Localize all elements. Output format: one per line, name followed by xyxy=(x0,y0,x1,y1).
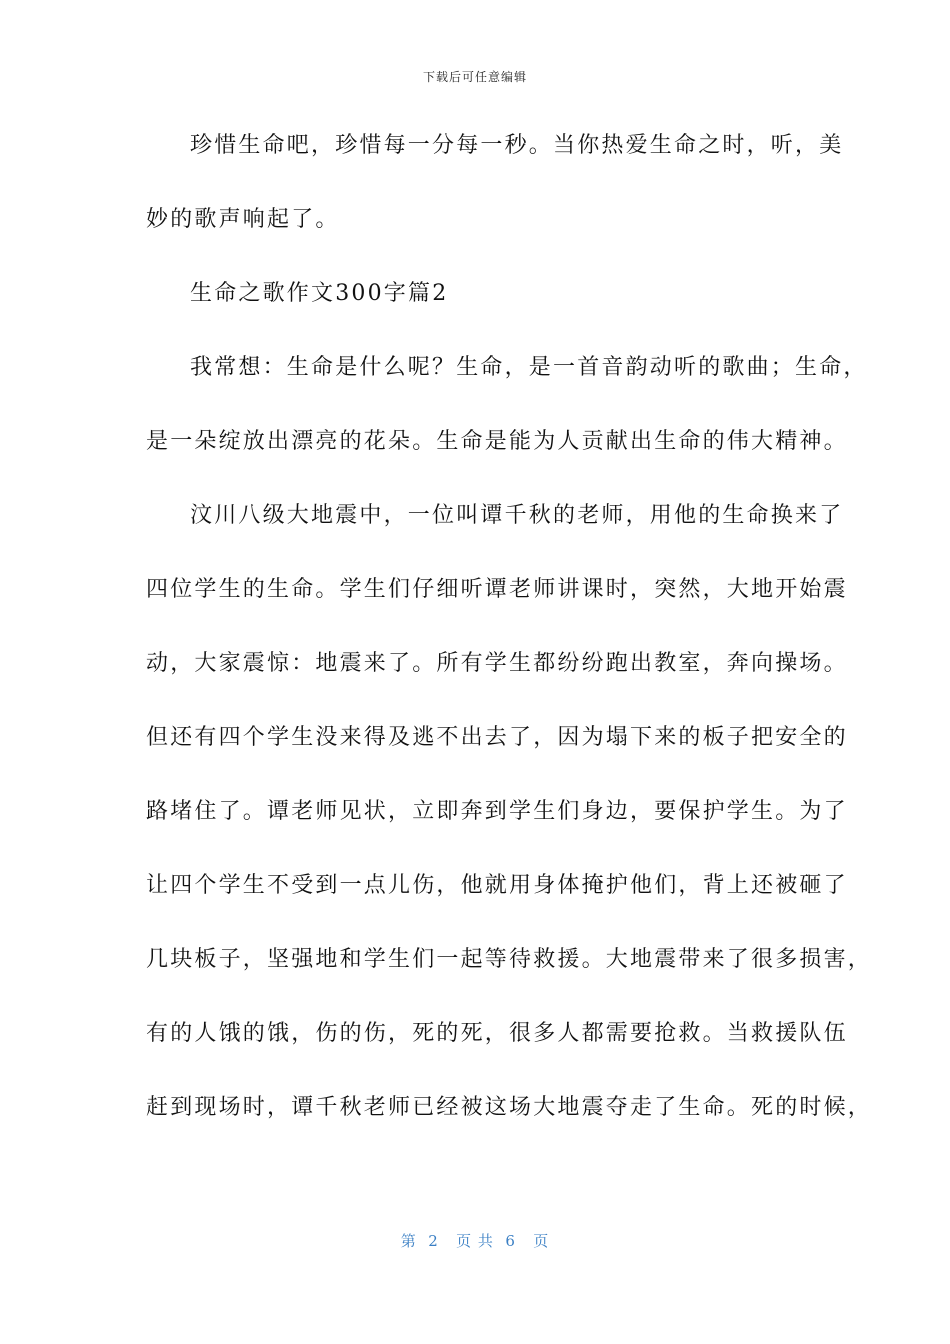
text-line-9: 但还有四个学生没来得及逃不出去了，因为塌下来的板子把安全的 xyxy=(146,725,848,750)
header-note: 下载后可任意编辑 xyxy=(422,70,527,84)
text-line-7: 四位学生的生命。学生们仔细听谭老师讲课时，突然，大地开始震 xyxy=(146,577,848,602)
text-line-14: 赶到现场时，谭千秋老师已经被这场大地震夺走了生命。死的时候， xyxy=(146,1095,873,1120)
text-line-5: 是一朵绽放出漂亮的花朵。生命是能为人贡献出生命的伟大精神。 xyxy=(146,429,848,454)
text-line-6: 汶川八级大地震中，一位叫谭千秋的老师，用他的生命换来了 xyxy=(190,503,844,528)
text-line-1: 珍惜生命吧，珍惜每一分每一秒。当你热爱生命之时，听，美 xyxy=(190,133,844,158)
text-line-13: 有的人饿的饿，伤的伤，死的死，很多人都需要抢救。当救援队伍 xyxy=(146,1021,848,1046)
section-heading: 生命之歌作文300字篇2 xyxy=(190,281,449,306)
text-line-11: 让四个学生不受到一点儿伤，他就用身体掩护他们，背上还被砸了 xyxy=(146,873,848,898)
text-line-12: 几块板子，坚强地和学生们一起等待救援。大地震带来了很多损害， xyxy=(146,947,873,972)
text-line-10: 路堵住了。谭老师见状，立即奔到学生们身边，要保护学生。为了 xyxy=(146,799,848,824)
page-number-footer: 第 2 页 共 6 页 xyxy=(400,1232,550,1250)
text-line-8: 动，大家震惊：地震来了。所有学生都纷纷跑出教室，奔向操场。 xyxy=(146,651,848,676)
text-line-4: 我常想：生命是什么呢？生命，是一首音韵动听的歌曲；生命， xyxy=(190,355,868,380)
text-line-2: 妙的歌声响起了。 xyxy=(146,207,340,232)
body-text xyxy=(146,126,873,1162)
